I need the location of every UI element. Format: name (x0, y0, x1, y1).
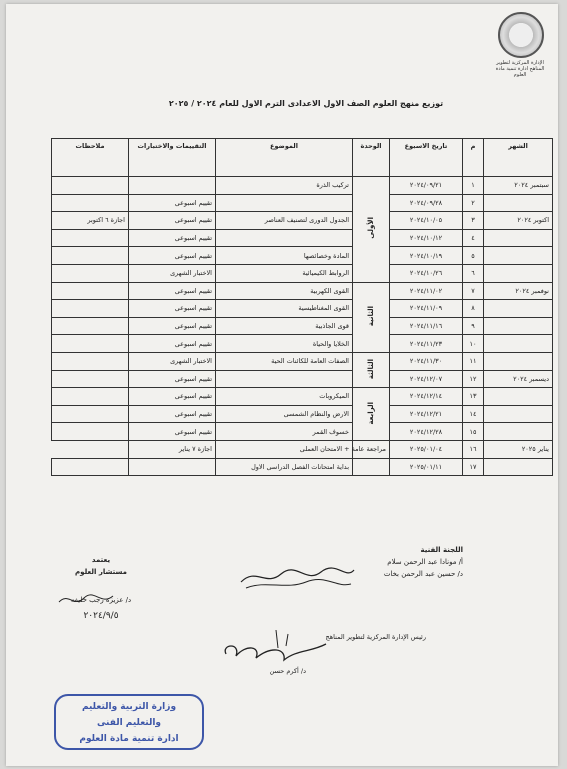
num-cell: ٧ (463, 282, 484, 300)
num-cell: ٦ (463, 264, 484, 282)
unit-cell (353, 352, 390, 387)
notes-cell (52, 335, 129, 353)
num-cell: ٣ (463, 212, 484, 230)
notes-cell (52, 247, 129, 265)
month-cell (484, 458, 553, 476)
topic-cell: خسوف القمر (216, 423, 353, 441)
notes-cell (52, 423, 129, 441)
table-row (52, 388, 553, 406)
num-cell: ٨ (463, 300, 484, 318)
month-cell (484, 229, 553, 247)
date-cell: ٢٠٢٤/٠٩/٢١ (390, 177, 463, 195)
curriculum-table (51, 138, 553, 476)
committee-signature-icon (236, 562, 356, 592)
topic-cell: الجدول الدورى لتصنيف العناصر (216, 212, 353, 230)
col-date: تاريخ الاسبوع (390, 139, 463, 177)
num-cell: ٢ (463, 194, 484, 212)
topic-cell: الخلايا والحياة (216, 335, 353, 353)
notes-cell: اجازة ٧ يناير (129, 440, 216, 458)
stamp-line-2: والتعليم الفنى (96, 718, 162, 728)
advisor-signature-icon (56, 590, 116, 610)
table-row (52, 229, 553, 247)
assess-cell: تقييم اسبوعى (129, 335, 216, 353)
num-cell: ١٧ (463, 458, 484, 476)
assess-cell: تقييم اسبوعى (129, 317, 216, 335)
month-cell (484, 264, 553, 282)
topic-cell: تركيب الذرة (216, 177, 353, 195)
date-cell: ٢٠٢٤/١١/٢٣ (390, 335, 463, 353)
num-cell: ١٣ (463, 388, 484, 406)
num-cell: ١٦ (463, 440, 484, 458)
topic-cell: قوى الجاذبية (216, 317, 353, 335)
col-topic: الموضوع (216, 139, 353, 177)
topic-cell (216, 370, 353, 388)
date-cell: ٢٠٢٥/٠١/١١ (390, 458, 463, 476)
unit-cell (353, 388, 390, 441)
assess-cell (129, 458, 216, 476)
date-cell: ٢٠٢٤/١١/٣٠ (390, 352, 463, 370)
table-header-row (52, 139, 553, 177)
month-cell (484, 388, 553, 406)
assess-cell: تقييم اسبوعى (129, 282, 216, 300)
date-cell: ٢٠٢٥/٠١/٠٤ (390, 440, 463, 458)
logo-caption: الإدارة المركزية لتطوير المناهج ادارة تنمية مادة العلوم (495, 60, 545, 78)
num-cell: ١ (463, 177, 484, 195)
assess-cell: تقييم اسبوعى (129, 405, 216, 423)
topic-cell: القوى المغناطيسية (216, 300, 353, 318)
ministry-logo-icon (498, 12, 544, 58)
num-cell: ١٢ (463, 370, 484, 388)
month-cell (484, 423, 553, 441)
notes-cell (52, 177, 129, 195)
assess-cell: تقييم اسبوعى (129, 370, 216, 388)
date-cell: ٢٠٢٤/١١/٠٩ (390, 300, 463, 318)
assess-cell: تقييم اسبوعى (129, 300, 216, 318)
notes-cell (52, 352, 129, 370)
topic-cell (216, 194, 353, 212)
assess-cell: تقييم اسبوعى (129, 423, 216, 441)
notes-cell (52, 388, 129, 406)
num-cell: ١١ (463, 352, 484, 370)
assess-cell: تقييم اسبوعى (129, 194, 216, 212)
advisor-approval: يعتمد (91, 556, 111, 564)
unit-label: الأولى (367, 217, 375, 240)
topic-cell: الصفات العامة للكائنات الحية (216, 352, 353, 370)
num-cell: ١٤ (463, 405, 484, 423)
num-cell: ١٠ (463, 335, 484, 353)
table-row (52, 370, 553, 388)
date-cell: ٢٠٢٤/١٢/٢٨ (390, 423, 463, 441)
col-month: الشهر (484, 139, 553, 177)
num-cell: ٥ (463, 247, 484, 265)
advisor-title: مستشار العلوم (75, 568, 127, 576)
stamp-line-1: وزارة التربية والتعليم (81, 702, 177, 712)
month-cell (484, 317, 553, 335)
document-page (6, 4, 558, 766)
notes-cell (52, 264, 129, 282)
topic-cell: مراجعة عامة + الامتحان العملى (353, 440, 390, 458)
unit-label: الثانية (367, 306, 375, 327)
notes-cell (52, 458, 129, 476)
col-unit: الوحدة (353, 139, 390, 177)
assess-cell (129, 177, 216, 195)
table-row (52, 423, 553, 441)
table-row (52, 440, 553, 458)
month-cell (484, 335, 553, 353)
topic-cell: الارض والنظام الشمسى (216, 405, 353, 423)
notes-cell (52, 229, 129, 247)
month-cell: يناير ٢٠٢٥ (484, 440, 553, 458)
month-cell (484, 194, 553, 212)
director-title: رئيس الإدارة المركزية لتطوير المناهج (325, 633, 426, 641)
director-signature-icon (216, 624, 336, 674)
table-row (52, 282, 553, 300)
col-notes: ملاحظات (52, 139, 129, 177)
assess-cell: الاختبار الشهرى (129, 352, 216, 370)
month-cell (484, 405, 553, 423)
notes-cell (52, 405, 129, 423)
topic-cell: الروابط الكيميائية (216, 264, 353, 282)
notes-cell: اجازة ٦ اكتوبر (52, 212, 129, 230)
unit-label: الرابعة (367, 401, 375, 425)
num-cell: ٩ (463, 317, 484, 335)
unit-cell (353, 458, 390, 476)
table-row (52, 194, 553, 212)
notes-cell (52, 300, 129, 318)
committee-heading: اللجنة الفنية (420, 546, 463, 554)
assess-cell: تقييم اسبوعى (129, 229, 216, 247)
topic-cell: المادة وخصائصها (216, 247, 353, 265)
month-cell: ديسمبر ٢٠٢٤ (484, 370, 553, 388)
topic-cell: بداية امتحانات الفصل الدراسى الاول (216, 458, 353, 476)
num-cell: ١٥ (463, 423, 484, 441)
date-cell: ٢٠٢٤/١١/١٦ (390, 317, 463, 335)
month-cell (484, 352, 553, 370)
science-advisor (56, 554, 146, 622)
table-row (52, 405, 553, 423)
date-cell: ٢٠٢٤/١٢/١٤ (390, 388, 463, 406)
technical-committee (384, 544, 463, 580)
table-row (52, 317, 553, 335)
table-row (52, 335, 553, 353)
stamp-line-3: ادارة تنمية مادة العلوم (79, 734, 179, 744)
assess-cell: تقييم اسبوعى (129, 388, 216, 406)
date-cell: ٢٠٢٤/١٢/٢١ (390, 405, 463, 423)
notes-cell (52, 317, 129, 335)
notes-cell (52, 282, 129, 300)
table-row (52, 458, 553, 476)
date-cell: ٢٠٢٤/٠٩/٢٨ (390, 194, 463, 212)
month-cell (484, 300, 553, 318)
table-row (52, 264, 553, 282)
date-cell: ٢٠٢٤/١٢/٠٧ (390, 370, 463, 388)
advisor-name: د/ عزيزه رجب خليفه (70, 596, 132, 604)
month-cell: اكتوبر ٢٠٢٤ (484, 212, 553, 230)
table-row (52, 352, 553, 370)
unit-cell (353, 177, 390, 283)
assess-cell: الاختبار الشهرى (129, 264, 216, 282)
table-row (52, 212, 553, 230)
num-cell: ٤ (463, 229, 484, 247)
col-num: م (463, 139, 484, 177)
director-name: د/ أكرم حسن (269, 667, 306, 675)
table-row (52, 177, 553, 195)
notes-cell (52, 194, 129, 212)
document-title: توزيع منهج العلوم الصف الاول الاعدادى الترم الاول للعام ٢٠٢٤ / ٢٠٢٥ (168, 99, 444, 108)
date-cell: ٢٠٢٤/١٠/٠٥ (390, 212, 463, 230)
assess-cell: تقييم اسبوعى (129, 247, 216, 265)
month-cell: سبتمبر ٢٠٢٤ (484, 177, 553, 195)
month-cell: نوفمبر ٢٠٢٤ (484, 282, 553, 300)
col-assessments: التقييمات والاختبارات (129, 139, 216, 177)
unit-label: الثالثة (367, 358, 375, 380)
topic-cell (216, 229, 353, 247)
table-row (52, 247, 553, 265)
date-cell: ٢٠٢٤/١١/٠٢ (390, 282, 463, 300)
committee-member-1: أ/ مونادا عبد الرحمن سلام (387, 558, 463, 566)
topic-cell: الميكروبات (216, 388, 353, 406)
date-cell: ٢٠٢٤/١٠/٢٦ (390, 264, 463, 282)
ministry-stamp (54, 694, 204, 750)
committee-member-2: د/ حسين عبد الرحمن بخات (383, 570, 463, 578)
topic-cell: القوى الكهربية (216, 282, 353, 300)
table-row (52, 300, 553, 318)
month-cell (484, 247, 553, 265)
date-cell: ٢٠٢٤/١٠/١٢ (390, 229, 463, 247)
date-cell: ٢٠٢٤/١٠/١٩ (390, 247, 463, 265)
advisor-date: ٢٠٢٤/٩/٥ (83, 611, 119, 621)
assess-cell: تقييم اسبوعى (129, 212, 216, 230)
unit-cell (353, 282, 390, 352)
notes-cell (52, 370, 129, 388)
